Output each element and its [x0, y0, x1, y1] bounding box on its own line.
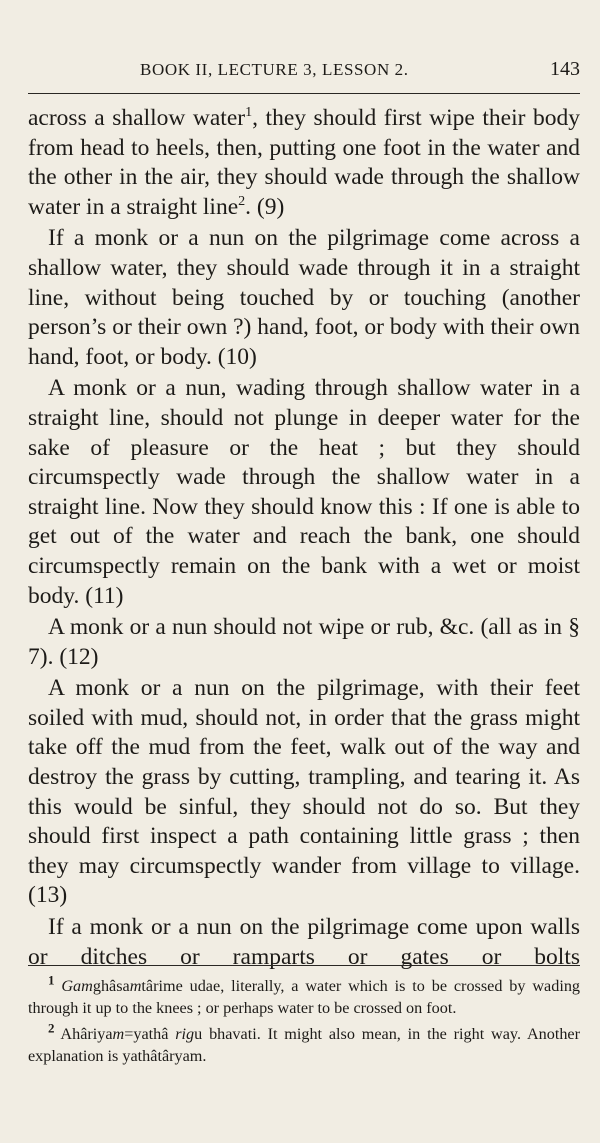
header-rule	[28, 93, 580, 94]
footnote-term: ghâsa	[92, 977, 130, 995]
footnote-term: târime udae	[141, 977, 221, 995]
page-header	[28, 58, 580, 86]
paragraph-14-start: If a monk or a nun on the pilgrimage come upon walls or ditches or ramparts or gates or bolts	[28, 914, 580, 970]
paragraph-13: A monk or a nun on the pilgrimage, with their feet soiled with mud, should not, in order that the grass might take off the mud from the feet, walk out of the way and destroy the grass by cutting, trampling, and tearing it. As this would be sinful, they should not do so. But they should first inspect a path containing little grass ; then they may circumspectly wander from village to village. (13)	[28, 675, 580, 909]
footnote-term: m	[129, 977, 142, 995]
paragraph-text: . (9)	[245, 193, 285, 220]
paragraph-10: If a monk or a nun on the pilgrimage come across a shallow water, they should wade through it in a straight line, without being touched by or touching (another person’s or their own ?) hand, foot, or body with their own hand, foot, or body. (10)	[28, 225, 580, 370]
footnote-mark: 1	[48, 972, 55, 988]
body-text	[28, 104, 580, 974]
running-head: BOOK II, LECTURE 3, LESSON 2.	[140, 60, 409, 79]
paragraph-11: A monk or a nun, wading through shallow water in a straight line, should not plunge in deeper water for the sake of pleasure or the heat ; but they should circumspectly wade through the shallow water in a straight line. Now they should know this : If one is able to get out of the water and reach the bank, one should circumspectly remain on the bank with a wet or moist body. (11)	[28, 375, 580, 609]
footnote-mark: 2	[48, 1020, 55, 1036]
paragraph-text: across a shallow water	[28, 105, 246, 131]
paragraph-continued	[28, 104, 580, 222]
paragraph-12: A monk or a nun should not wipe or rub, &c. (all as in § 7). (12)	[28, 614, 580, 670]
footnote-term: u bhavati.	[194, 1025, 261, 1043]
page-number: 143	[550, 58, 580, 80]
footnote-rule	[28, 965, 580, 966]
footnote-1	[28, 972, 581, 1019]
footnote-text: , literally, a water which is to be crossed by wading through it up to the knees ; or perhaps water to be crossed on foot.	[28, 977, 581, 1017]
footnote-ref-2: 2	[238, 192, 246, 209]
footnote-2	[28, 1020, 580, 1067]
footnote-term: Ahâriya	[60, 1025, 113, 1043]
paragraph-text: , they should first wipe their body from head to heels, then, putting one foot in the water and the other in the air, they should wade through the shallow water in a straight line	[28, 105, 581, 220]
footnote-ref-1: 1	[245, 104, 253, 121]
footnote-text: It might also mean, in the right way. Another explanation is yathâtâryam.	[28, 1025, 580, 1065]
footnote-term: rig	[175, 1025, 195, 1043]
footnotes	[28, 972, 581, 1071]
footnote-term: =yathâ	[124, 1025, 176, 1043]
footnote-term: m	[112, 1025, 125, 1043]
footnote-term: Gam	[61, 977, 93, 995]
